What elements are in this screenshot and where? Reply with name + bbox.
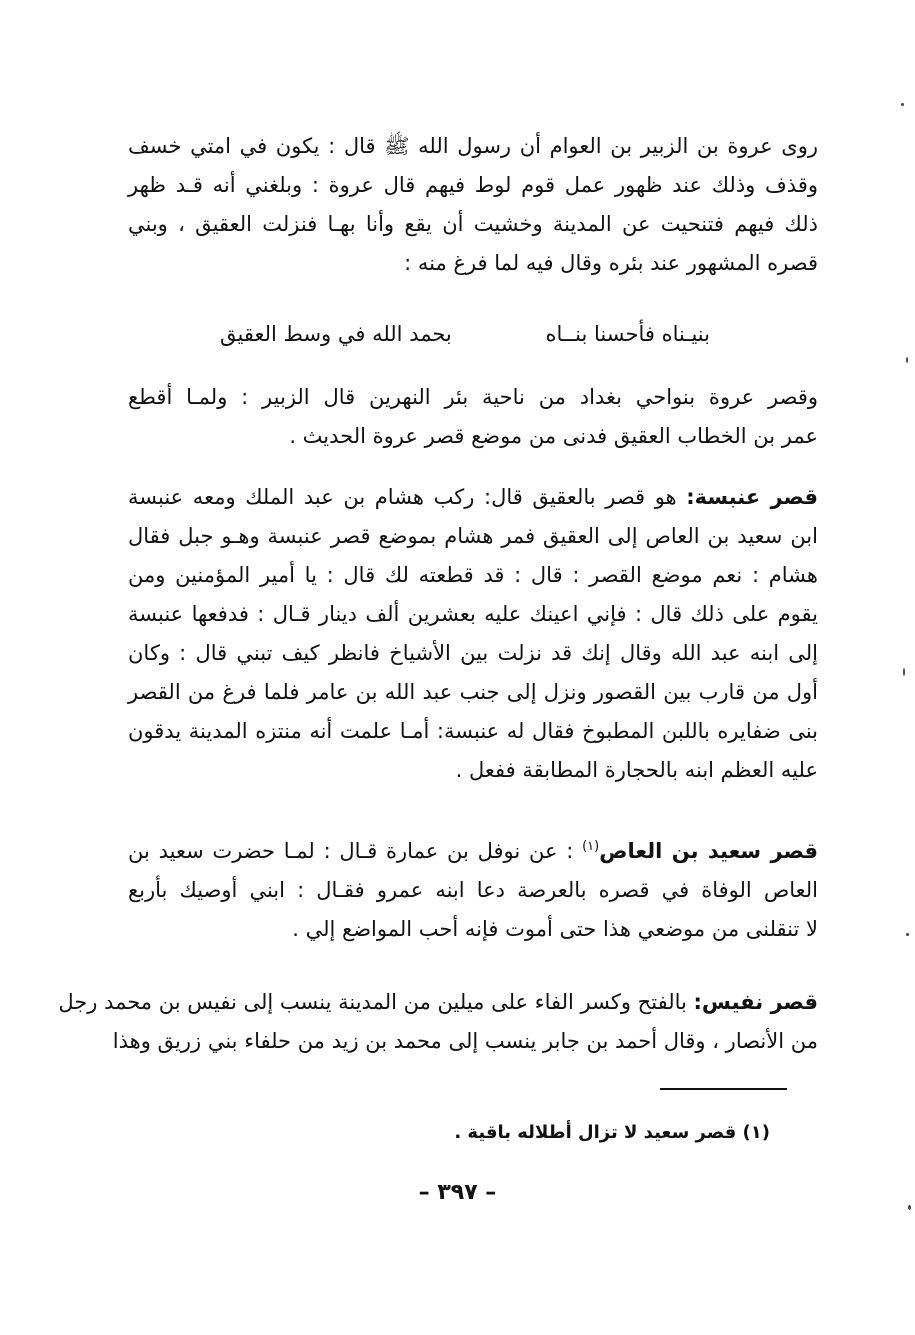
paragraph-urwa-baghdad xyxy=(128,378,818,456)
text-line: إلى ابنه عبد الله وقال إنك قد نزلت بين الأشياخ فانظر كيف تبني قال : وكان xyxy=(128,641,818,665)
text-line: روى عروة بن الزبير بن العوام أن رسول الله ﷺ قال : يكون في امتي خسف xyxy=(128,134,818,158)
poetry-verse xyxy=(220,314,710,354)
text-line: وقذف وذلك عند ظهور عمل قوم لوط فيهم قال عروة : وبلغني أنه قـد ظهر xyxy=(128,173,818,197)
scan-speck xyxy=(906,357,908,363)
paragraph-nafis-palace xyxy=(58,983,818,1061)
text-segment: بالفتح وكسر الفاء على ميلين من المدينة ينسب إلى نفيس بن محمد رجل xyxy=(58,990,694,1014)
scan-speck xyxy=(901,103,904,106)
text-line xyxy=(128,478,818,517)
footnote-divider xyxy=(660,1088,787,1090)
text-line: وقصر عروة بنواحي بغداد من ناحية بئر النهرين قال الزبير : ولمـا أقطع xyxy=(128,385,818,409)
text-line xyxy=(128,827,818,871)
section-heading: قصر عنبسة: xyxy=(686,485,818,509)
text-segment: : عن نوفل بن عمارة قـال : لمـا حضرت سعيد بن xyxy=(128,839,583,863)
text-line: من الأنصار ، وقال أحمد بن جابر ينسب إلى محمد بن زيد من حلفاء بني زريق وهذا xyxy=(112,1029,818,1053)
text-line: بنى ضفايره باللبن المطبوخ فقال له عنبسة: أمـا علمت أنه منتزه المدينة يدقون xyxy=(128,719,818,743)
section-heading: قصر نفيس: xyxy=(693,990,818,1014)
footnote: (١) قصر سعيد لا تزال أطلاله باقية . xyxy=(454,1122,770,1143)
paragraph-anbasa-palace xyxy=(128,478,818,790)
text-line: عليه العظم ابنه بالحجارة المطابقة ففعل . xyxy=(455,758,818,782)
section-heading: قصر سعيد بن العاص xyxy=(599,839,818,863)
scan-speck xyxy=(903,668,905,676)
page-number: – ٣٩٧ – xyxy=(418,1180,497,1205)
text-line: هشام : نعم موضع القصر : قال : قد قطعته لك قال : يا أمير المؤمنين ومن xyxy=(128,563,818,587)
text-line: ابن سعيد بن العاص إلى العقيق فمر هشام بموضع قصر عنبسة وهـو جبل فقال xyxy=(128,524,818,548)
text-line: أول من قارب بين القصور ونزل إلى جنب عبد الله بن عامر فلما فرغ من القصر xyxy=(128,680,818,704)
text-line: قصره المشهور عند بئره وقال فيه لما فرغ منه : xyxy=(404,251,818,275)
text-line: لا تنقلنى من موضعي هذا حتى أموت فإنه أحب المواضع إلي . xyxy=(292,917,818,941)
paragraph-urwa-palace xyxy=(128,127,818,283)
paragraph-said-palace xyxy=(128,827,818,949)
text-line: ذلك فيهم فتنحيت عن المدينة وخشيت أن يقع وأنا بهـا فنزلت العقيق ، وبني xyxy=(128,212,818,236)
footnote-reference: (١) xyxy=(582,839,600,854)
scan-speck xyxy=(908,1205,911,1210)
text-line: العاص الوفاة في قصره بالعرصة دعا ابنه عمرو فقـال : ابني أوصيك بأربع xyxy=(128,878,818,902)
scan-speck xyxy=(906,933,909,936)
text-line: يقوم على ذلك قال : فإني اعينك عليه بعشرين ألف دينار قـال : فدفعها عنبسة xyxy=(128,602,818,626)
text-line xyxy=(58,983,818,1022)
text-line: عمر بن الخطاب العقيق فدنى من موضع قصر عروة الحديث . xyxy=(289,424,818,448)
verse-first-hemistich: بنيـناه فأحسنا بنــاه xyxy=(545,322,710,346)
text-segment: هو قصر بالعقيق قال: ركب هشام بن عبد الملك ومعه عنبسة xyxy=(128,485,687,509)
verse-second-hemistich: بحمد الله في وسط العقيق xyxy=(220,322,452,346)
